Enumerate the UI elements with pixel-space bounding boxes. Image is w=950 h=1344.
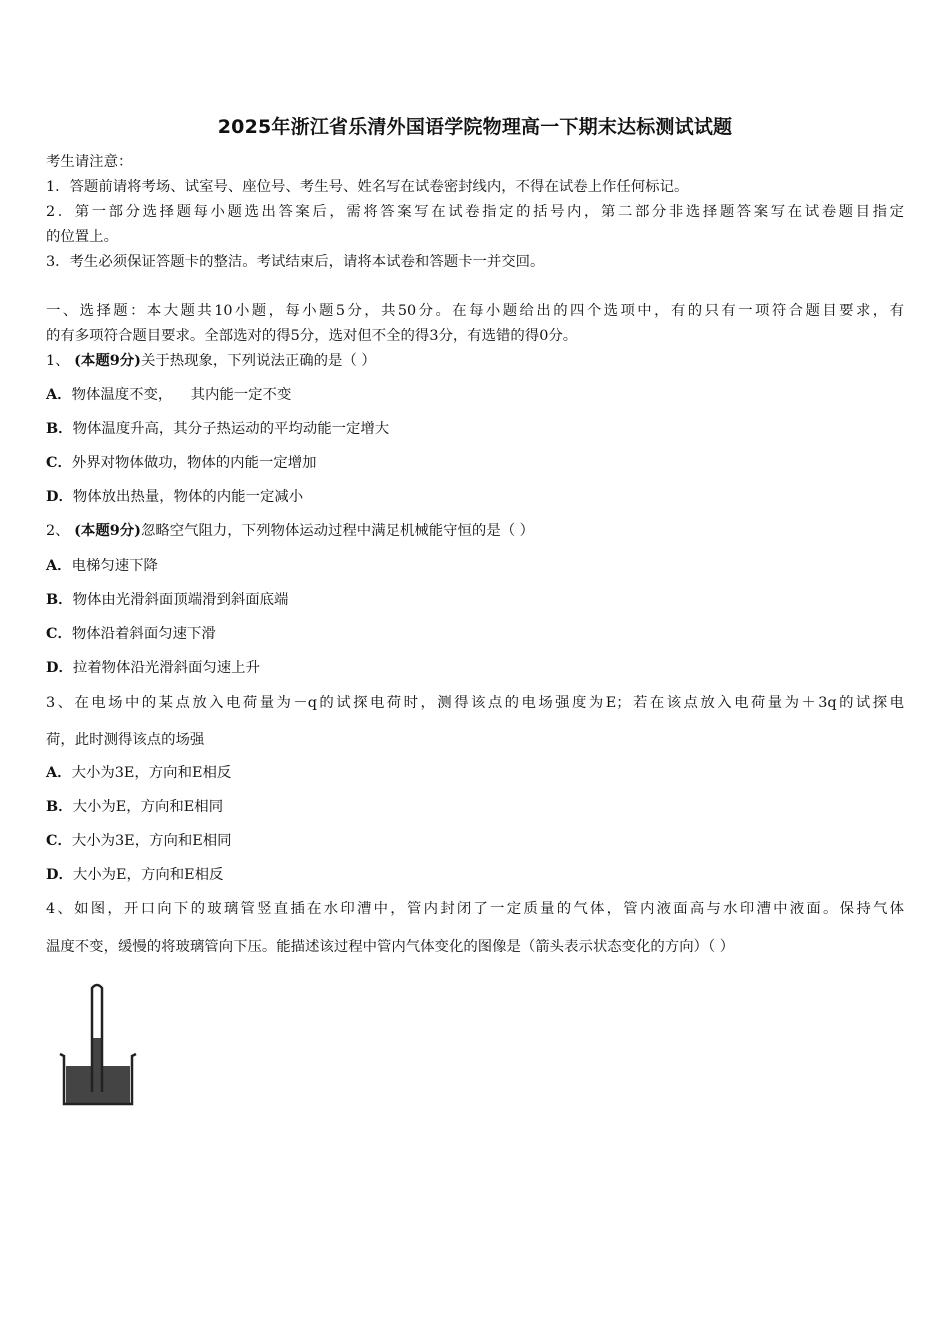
question-4-stem-line2: 温度不变，缓慢的将玻璃管向下压。能描述该过程中管内气体变化的图像是（箭头表示状态变化的方向）（ ） [46, 939, 735, 955]
question-3-stem-line1 [46, 694, 904, 712]
option-letter: C． [46, 625, 72, 642]
question-text: 忽略空气阻力，下列物体运动过程中满足机械能守恒的是（ ） [140, 523, 535, 539]
option-text: 大小为E，方向和E相同 [72, 799, 224, 815]
question-3-option-b [46, 798, 223, 816]
notice-item-2: 2．第一部分选择题每小题选出答案后，需将答案写在试卷指定的括号内，第二部分非选择题答案写在试卷题目指定 [46, 204, 904, 220]
question-2-option-d [46, 659, 260, 677]
option-text: 大小为E，方向和E相反 [72, 867, 224, 883]
question-tag: (本题9分) [74, 352, 141, 369]
notice-item-2-cont: 的位置上。 [46, 229, 118, 245]
question-1-option-b [46, 420, 389, 438]
option-text: 拉着物体沿光滑斜面匀速上升 [72, 660, 260, 676]
option-text: 物体温度不变， 其内能一定不变 [71, 387, 292, 403]
option-letter: A． [46, 557, 72, 574]
trough-liquid [66, 1066, 130, 1104]
section-instructions-line1: 一、选择题：本大题共10小题，每小题5分，共50分。在每小题给出的四个选项中，有的只有一项符合题目要求，有 [46, 303, 904, 319]
question-3-stem-line2: 荷，此时测得该点的场强 [46, 732, 205, 748]
question-number: 4、 [46, 901, 75, 917]
option-letter: B． [46, 798, 73, 815]
option-letter: D． [46, 659, 73, 676]
option-letter: B． [46, 591, 73, 608]
option-text: 外界对物体做功，物体的内能一定增加 [71, 455, 317, 471]
notice-heading: 考生请注意： [46, 154, 133, 170]
option-letter: D． [46, 488, 73, 505]
question-number: 2、 [46, 523, 70, 539]
question-2-stem [46, 522, 534, 540]
option-letter: A． [46, 386, 72, 403]
option-letter: D． [46, 866, 73, 883]
option-letter: B． [46, 420, 73, 437]
question-2-option-b [46, 591, 288, 609]
option-letter: C． [46, 454, 72, 471]
option-letter: C． [46, 832, 72, 849]
question-1-stem [46, 352, 376, 370]
option-letter: A． [46, 764, 72, 781]
option-text: 物体温度升高，其分子热运动的平均动能一定增大 [72, 421, 390, 437]
notice-item-1: 1．答题前请将考场、试室号、座位号、考生号、姓名写在试卷密封线内，不得在试卷上作任何标记。 [46, 179, 689, 195]
option-text: 物体沿着斜面匀速下滑 [71, 626, 216, 642]
question-text: 关于热现象，下列说法正确的是（ ） [140, 353, 376, 369]
option-text: 大小为3E，方向和E相反 [71, 765, 232, 781]
question-2-option-a [46, 557, 158, 575]
option-text: 物体由光滑斜面顶端滑到斜面底端 [72, 592, 289, 608]
notice-item-3: 3．考生必须保证答题卡的整洁。考试结束后，请将本试卷和答题卡一并交回。 [46, 254, 545, 270]
question-1-option-c [46, 454, 317, 472]
question-1-option-d [46, 488, 303, 506]
option-text: 电梯匀速下降 [71, 558, 158, 574]
question-3-option-d [46, 866, 223, 884]
question-3-option-a [46, 764, 231, 782]
question-1-option-a [46, 386, 291, 404]
option-text: 物体放出热量，物体的内能一定减小 [72, 489, 304, 505]
question-4-stem-line1 [46, 900, 904, 918]
tube-liquid-column [92, 1038, 102, 1068]
question-2-option-c [46, 625, 216, 643]
option-text: 大小为3E，方向和E相同 [71, 833, 232, 849]
question-text: 在电场中的某点放入电荷量为－q的试探电荷时，测得该点的电场强度为E；若在该点放入电荷量为＋3q的试探电 [74, 695, 905, 711]
question-tag: (本题9分) [74, 522, 141, 539]
question-number: 1、 [46, 353, 70, 369]
question-number: 3、 [46, 695, 75, 711]
page-title: 2025年浙江省乐清外国语学院物理高一下期末达标测试试题 [217, 116, 733, 138]
question-text: 如图，开口向下的玻璃管竖直插在水印漕中，管内封闭了一定质量的气体，管内液面高与水印漕中液面。保持气体 [74, 901, 904, 917]
section-instructions-line2: 的有多项符合题目要求。全部选对的得5分，选对但不全的得3分，有选错的得0分。 [46, 328, 578, 344]
question-3-option-c [46, 832, 232, 850]
tube-in-trough-figure [58, 980, 138, 1110]
